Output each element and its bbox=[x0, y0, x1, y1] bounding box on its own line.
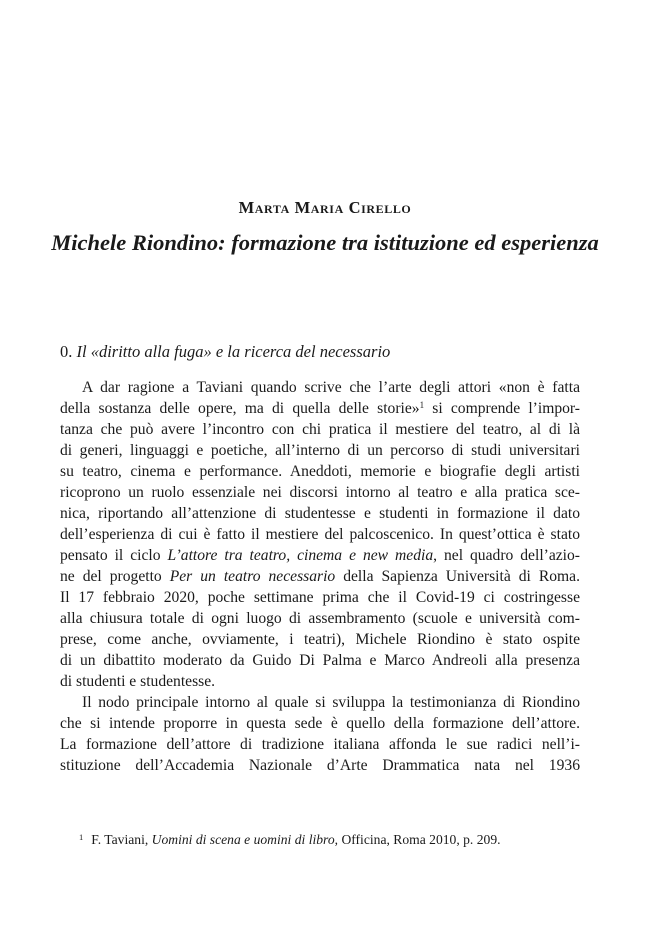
footnote-ref[interactable]: 1 bbox=[419, 400, 425, 410]
chapter-title: Michele Riondino: formazione tra istituzione ed esperienza bbox=[51, 230, 599, 255]
footnote-text: , Officina, Roma 2010, p. 209. bbox=[334, 832, 501, 847]
project-title: Per un teatro necessario bbox=[169, 568, 336, 585]
body-line: nica, riportando all’attenzione di studentesse e studenti in formazione il dato bbox=[60, 505, 580, 522]
section-heading bbox=[60, 342, 390, 362]
body-line: ricoprono un ruolo essenziale nei discorsi intorno al teatro e alla pratica sce- bbox=[60, 484, 580, 501]
body-text bbox=[60, 377, 580, 776]
section-title-fuga: fuga bbox=[174, 342, 204, 361]
body-line: di studenti e studentesse. bbox=[60, 673, 216, 690]
body-line: dell’esperienza di cui è fatto il mestiere del palcoscenico. In quest’ottica è stato bbox=[60, 526, 580, 543]
body-line: su teatro, cinema e performance. Aneddoti, memorie e biografie degli artisti bbox=[60, 463, 580, 480]
section-title bbox=[77, 342, 391, 361]
body-line bbox=[60, 566, 580, 587]
section-number: 0. bbox=[60, 342, 73, 361]
body-line: prese, come anche, ovviamente, i teatri), Michele Riondino è stato ospite bbox=[60, 631, 580, 648]
body-line-part: , nel quadro dell’azio- bbox=[433, 547, 581, 564]
footnote bbox=[79, 832, 501, 848]
work-title: L’attore tra teatro, cinema e new media bbox=[167, 547, 434, 564]
body-line: La formazione dell’attore di tradizione italiana affonda le sue radici nell’i- bbox=[60, 736, 580, 753]
body-line: Il 17 febbraio 2020, poche settimane prima che il Covid-19 ci costringesse bbox=[60, 589, 580, 606]
body-line-part: ne del progetto bbox=[60, 568, 170, 585]
body-line-part: della Sapienza Università di Roma. bbox=[335, 568, 581, 585]
body-line bbox=[60, 545, 580, 566]
body-line: Il nodo principale intorno al quale si sviluppa la testimonianza di Riondino bbox=[82, 694, 580, 711]
body-line-part: della sostanza delle opere, ma di quella delle storie» bbox=[60, 400, 420, 417]
section-title-part2: » e la ricerca del necessario bbox=[203, 342, 391, 361]
body-line-part: si comprende l’impor- bbox=[424, 400, 580, 417]
section-title-part1: Il «diritto alla bbox=[76, 342, 175, 361]
body-line: stituzione dell’Accademia Nazionale d’Arte Drammatica nata nel 1936 bbox=[60, 757, 580, 774]
body-line bbox=[60, 398, 580, 419]
footnote-marker: 1 bbox=[79, 832, 84, 842]
footnote-book-title: Uomini di scena e uomini di libro bbox=[151, 832, 335, 847]
body-line: di un dibattito moderato da Guido Di Palma e Marco Andreoli alla presenza bbox=[60, 652, 580, 669]
body-line: tanza che può avere l’incontro con chi pratica il mestiere del teatro, al di là bbox=[60, 421, 580, 438]
body-line: che si intende proporre in questa sede è quello della formazione dell’attore. bbox=[60, 715, 580, 732]
body-line: di generi, linguaggi e poetiche, all’interno di un percorso di studi universitari bbox=[60, 442, 580, 459]
body-line: A dar ragione a Taviani quando scrive che l’arte degli attori «non è fatta bbox=[82, 379, 580, 396]
body-line: alla chiusura totale di ogni luogo di assembramento (scuole e università com- bbox=[60, 610, 580, 627]
body-line-part: pensato il ciclo bbox=[60, 547, 168, 564]
author-name: Marta Maria Cirello bbox=[238, 198, 412, 217]
footnote-text: F. Taviani, bbox=[91, 832, 152, 847]
